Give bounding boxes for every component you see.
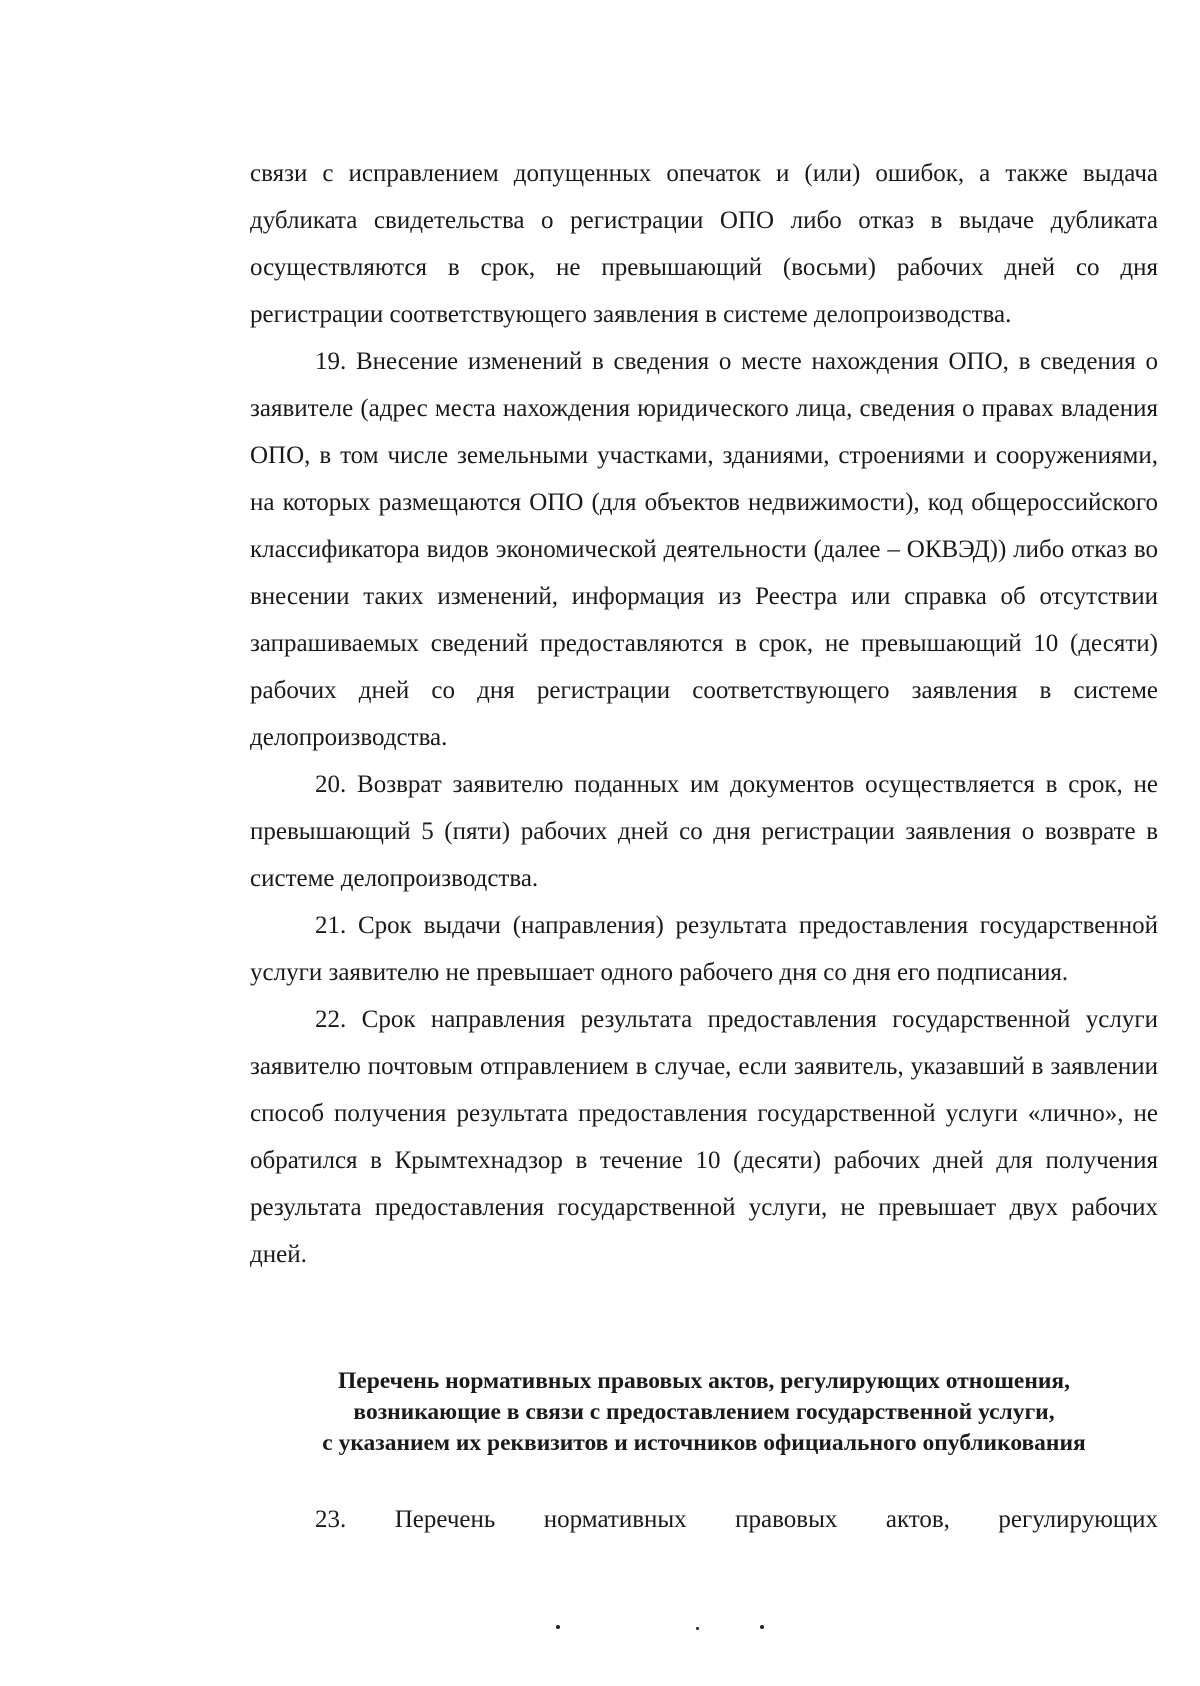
body-text: [250, 150, 1158, 1278]
heading-line-3: с указанием их реквизитов и источников официального опубликования: [322, 1430, 1086, 1456]
heading-line-1: Перечень нормативных правовых актов, регулирующих отношения,: [337, 1368, 1071, 1394]
paragraph-continuation: связи с исправлением допущенных опечаток и (или) ошибок, а также выдача дубликата свидетельства о регистрации ОПО либо отказ в выдаче дубликата осуществляются в срок, не превышающий (восьми) рабочих дней со дня регистрации соответствующего заявления в системе делопроизводства.: [250, 160, 1158, 328]
section-heading: [250, 1366, 1158, 1459]
paragraph-23: 23. Перечень нормативных правовых актов, регулирующих: [315, 1506, 1158, 1533]
paragraph-22: 22. Срок направления результата предоставления государственной услуги заявителю почтовым отправлением в случае, если заявитель, указавший в заявлении способ получения результата предоставления государственной услуги «лично», не обратился в Крымтехнадзор в течение 10 (десяти) рабочих дней для получения результата предоставления государственной услуги, не превышает двух рабочих дней.: [250, 1006, 1158, 1268]
scan-speck: [696, 1627, 699, 1630]
paragraph-20: 20. Возврат заявителю поданных им документов осуществляется в срок, не превышающий 5 (пяти) рабочих дней со дня регистрации заявления о возврате в системе делопроизводства.: [250, 771, 1158, 892]
paragraph-19: 19. Внесение изменений в сведения о месте нахождения ОПО, в сведения о заявителе (адрес места нахождения юридического лица, сведения о правах владения ОПО, в том числе земельными участками, зданиями, строениями и сооружениями, на которых размещаются ОПО (для объектов недвижимости), код общероссийского классификатора видов экономической деятельности (далее – ОКВЭД)) либо отказ во внесении таких изменений, информация из Реестра или справка об отсутствии запрашиваемых сведений предоставляются в срок, не превышающий 10 (десяти) рабочих дней со дня регистрации соответствующего заявления в системе делопроизводства.: [250, 348, 1158, 751]
scan-speck: [760, 1625, 764, 1629]
scan-speck: [556, 1625, 560, 1629]
heading-line-2: возникающие в связи с предоставлением государственной услуги,: [353, 1399, 1055, 1425]
paragraph-21: 21. Срок выдачи (направления) результата предоставления государственной услуги заявителю не превышает одного рабочего дня со дня его подписания.: [250, 912, 1158, 986]
